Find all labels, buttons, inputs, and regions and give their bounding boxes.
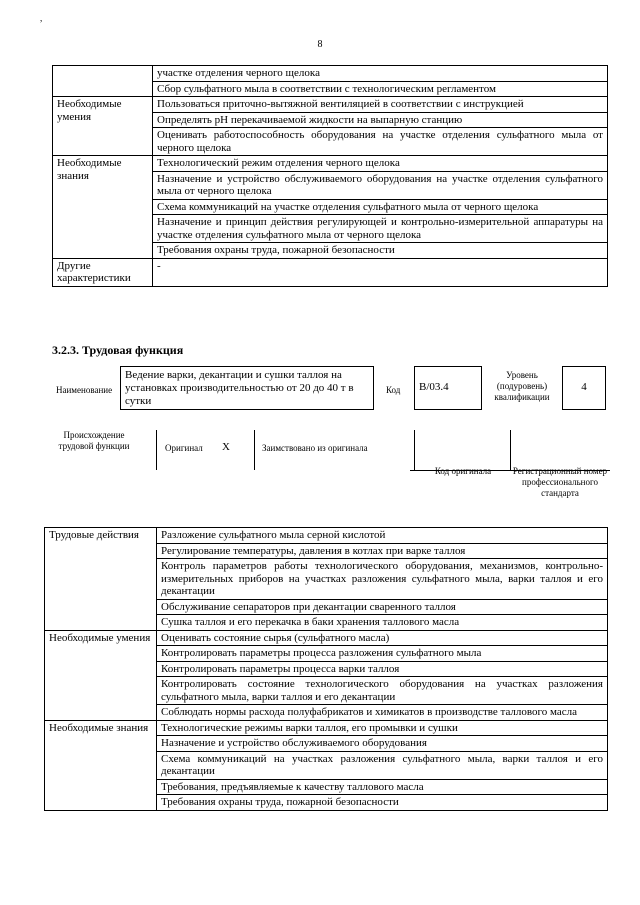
table-row	[53, 258, 608, 286]
row-value: Контроль параметров работы технологического оборудования, механизмов, контрольно-измерительных приборов на участках разложения сульфатного мыла, варки таллоя и его декантации	[157, 559, 608, 600]
table-row	[53, 66, 608, 82]
level-label: Уровень (подуровень) квалификации	[494, 370, 550, 402]
original-label: Оригинал	[165, 443, 203, 453]
row-value: -	[153, 258, 608, 286]
level-box	[562, 366, 606, 410]
row-value: Разложение сульфатного мыла серной кислотой	[157, 528, 608, 544]
table-row	[45, 630, 608, 646]
row-label	[53, 81, 153, 97]
table-row	[53, 156, 608, 172]
origin-label: Происхождение трудовой функции	[58, 430, 130, 451]
row-value: Требования охраны труда, пожарной безопасности	[157, 795, 608, 811]
code-value: B/03.4	[419, 381, 449, 393]
code-original-label: Код оригинала	[434, 466, 492, 476]
row-label	[53, 66, 153, 82]
row-value: Определять рН перекачиваемой жидкости на выпарную станцию	[153, 112, 608, 128]
row-value: Контролировать состояние технологического оборудования на участках разложения сульфатного мыла, варки таллоя и его декантации	[157, 677, 608, 705]
row-value: Требования охраны труда, пожарной безопасности	[153, 243, 608, 259]
row-value: Схема коммуникаций на участках разложения сульфатного мыла, варки таллоя и его декантации	[157, 751, 608, 779]
row-value: Соблюдать нормы расхода полуфабрикатов и химикатов в производстве таллового масла	[157, 705, 608, 721]
table-row	[45, 528, 608, 544]
row-value: Технологический режим отделения черного щелока	[153, 156, 608, 172]
row-value: Оценивать работоспособность оборудования на участке отделения сульфатного мыла от черного щелока	[153, 128, 608, 156]
code-label: Код	[386, 385, 401, 395]
original-mark: X	[222, 441, 230, 453]
row-label-skills: Необходимые умения	[45, 630, 157, 720]
table-row	[53, 97, 608, 113]
row-value: Оценивать состояние сырья (сульфатного масла)	[157, 630, 608, 646]
code-box	[414, 366, 482, 410]
borrowed-label: Заимствовано из оригинала	[262, 443, 368, 453]
origin-divider	[414, 430, 415, 470]
origin-divider	[254, 430, 255, 470]
row-value: Пользоваться приточно-вытяжной вентиляцией в соответствии с инструкцией	[153, 97, 608, 113]
row-label-actions: Трудовые действия	[45, 528, 157, 631]
row-label-other: Другие характеристики	[53, 258, 153, 286]
row-value: Регулирование температуры, давления в котлах при варке таллоя	[157, 543, 608, 559]
row-value: Назначение и устройство обслуживаемого оборудования	[157, 736, 608, 752]
row-value: Назначение и устройство обслуживаемого оборудования на участке отделения сульфатного мыла от черного щелока	[153, 171, 608, 199]
function-name-box	[120, 366, 374, 410]
reg-number-label: Регистрационный номер профессионального стандарта	[512, 466, 608, 498]
origin-divider	[156, 430, 157, 470]
row-label-skills: Необходимые умения	[53, 97, 153, 156]
section-title: 3.2.3. Трудовая функция	[52, 343, 184, 357]
row-value: Технологические режимы варки таллоя, его промывки и сушки	[157, 720, 608, 736]
table-row	[45, 720, 608, 736]
competency-table-1	[52, 65, 608, 287]
row-value: Обслуживание сепараторов при декантации сваренного таллоя	[157, 599, 608, 615]
row-value: Назначение и принцип действия регулирующей и контрольно-измерительной аппаратуры на участке отделения сульфатного мыла от черного щелока	[153, 215, 608, 243]
function-name: Ведение варки, декантации и сушки таллоя на установках производительностью от 20 до 40 т в сутки	[125, 369, 354, 407]
competency-table-2	[44, 527, 608, 811]
row-value: Сбор сульфатного мыла в соответствии с технологическим регламентом	[153, 81, 608, 97]
name-label: Наименование	[56, 385, 113, 395]
level-value: 4	[581, 381, 587, 393]
row-label-knowledge: Необходимые знания	[53, 156, 153, 259]
scan-mark: ,	[40, 13, 43, 23]
row-value: Сушка таллоя и его перекачка в баки хранения таллового масла	[157, 615, 608, 631]
row-value: Контролировать параметры процесса разложения сульфатного мыла	[157, 646, 608, 662]
page-number: 8	[317, 39, 323, 50]
row-value: Требования, предъявляемые к качеству таллового масла	[157, 779, 608, 795]
origin-divider	[510, 430, 511, 470]
row-value: Контролировать параметры процесса варки таллоя	[157, 661, 608, 677]
row-value: Схема коммуникаций на участке отделения сульфатного мыла от черного щелока	[153, 199, 608, 215]
table-row	[53, 81, 608, 97]
row-value: участке отделения черного щелока	[153, 66, 608, 82]
row-label-knowledge: Необходимые знания	[45, 720, 157, 810]
